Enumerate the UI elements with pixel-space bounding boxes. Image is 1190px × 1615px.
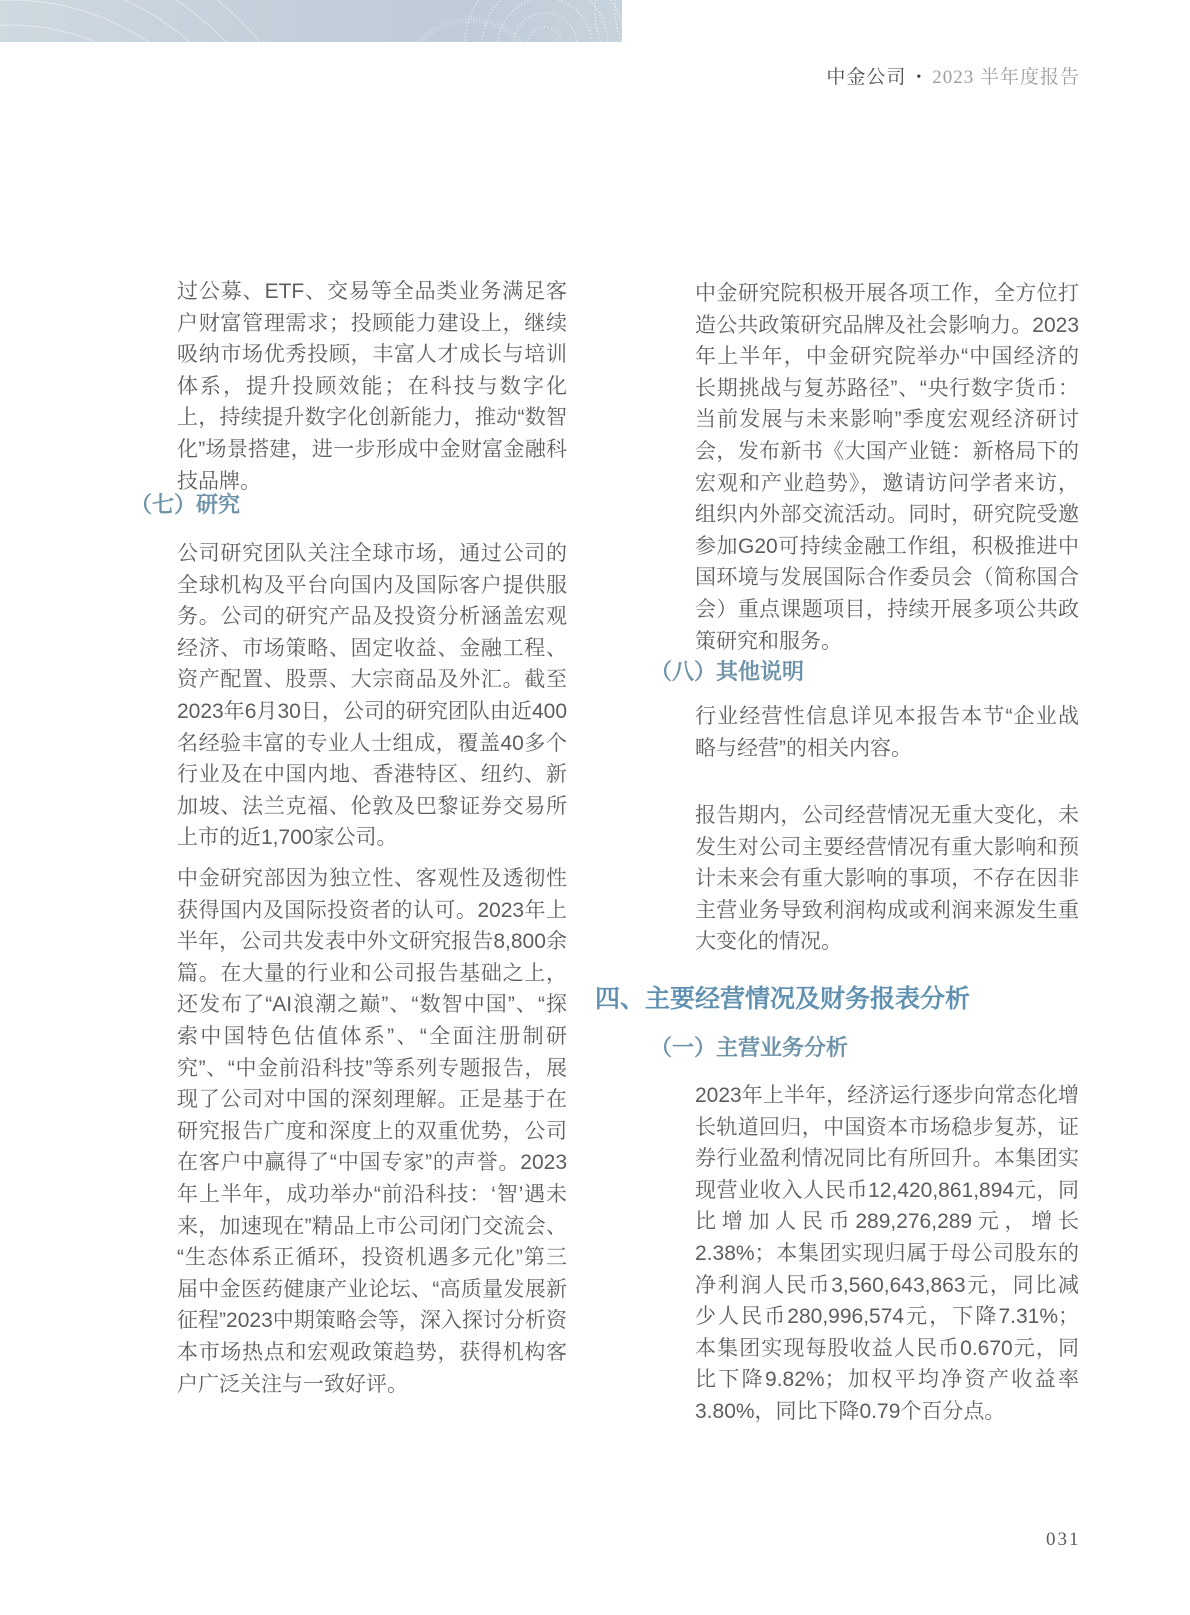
header-banner <box>0 0 622 42</box>
running-header <box>826 62 1080 89</box>
section-heading-8-other-notes: （八）其他说明 <box>650 659 805 684</box>
paragraph-industry-info: 行业经营性信息详见本报告本节“企业战略与经营”的相关内容。 <box>695 705 1079 760</box>
banner-arcs-graphic <box>0 0 622 42</box>
paragraph-research-institute: 中金研究院积极开展各项工作，全方位打造公共政策研究品牌及社会影响力。2023年上半年，中金研究院举办“中国经济的长期挑战与复苏路径”、“央行数字货币：当前发展与未来影响”季度宏观经济研讨会，发布新书《大国产业链：新格局下的宏观和产业趋势》，邀请访问学者来访，组织内外部交流活动。同时，研究院受邀参加G20可持续金融工作组，积极推进中国环境与发展国际合作委员会（简称国合会）重点课题项目，持续开展多项公共政策研究和服务。 <box>695 282 1079 653</box>
header-company-name: 中金公司 <box>826 67 907 88</box>
paragraph-research-team: 公司研究团队关注全球市场，通过公司的全球机构及平台向国内及国际客户提供服务。公司的研究产品及投资分析涵盖宏观经济、市场策略、固定收益、金融工程、资产配置、股票、大宗商品及外汇。截至2023年6月30日，公司的研究团队由近400名经验丰富的专业人士组成，覆盖40多个行业及在中国内地、香港特区、纽约、新加坡、法兰克福、伦敦及巴黎证券交易所上市的近1,700家公司。 <box>177 542 567 850</box>
paragraph-no-major-change: 报告期内，公司经营情况无重大变化，未发生对公司主要经营情况有重大影响和预计未来会有重大影响的事项，不存在因非主营业务导致利润构成或利润来源发生重大变化的情况。 <box>695 804 1079 954</box>
header-bullet-separator: • <box>916 70 923 85</box>
header-report-title: 2023 半年度报告 <box>932 67 1080 88</box>
section-heading-4-1-main-business: （一）主营业务分析 <box>650 1035 849 1060</box>
section-heading-4-financial-analysis: 四、主要经营情况及财务报表分析 <box>595 985 971 1013</box>
paragraph-research-department: 中金研究部因为独立性、客观性及透彻性获得国内及国际投资者的认可。2023年上半年，公司共发表中外文研究报告8,800余篇。在大量的行业和公司报告基础之上，还发布了“AI浪潮之巅”、“数智中国”、“探索中国特色估值体系”、“全面注册制研究”、“中金前沿科技”等系列专题报告，展现了公司对中国的深刻理解。正是基于在研究报告广度和深度上的双重优势，公司在客户中赢得了“中国专家”的声誉。2023年上半年，成功举办“前沿科技：‘智’遇未来，加速现在”精品上市公司闭门交流会、“生态体系正循环，投资机遇多元化”第三届中金医药健康产业论坛、“高质量发展新征程”2023中期策略会等，深入探讨分析资本市场热点和宏观政策趋势，获得机构客户广泛关注与一致好评。 <box>177 867 567 1396</box>
section-heading-7-research: （七）研究 <box>130 492 241 517</box>
paragraph-wealth-management: 过公募、ETF、交易等全品类业务满足客户财富管理需求；投顾能力建设上，继续吸纳市场优秀投顾，丰富人才成长与培训体系，提升投顾效能；在科技与数字化上，持续提升数字化创新能力，推动“数智化”场景搭建，进一步形成中金财富金融科技品牌。 <box>177 280 567 493</box>
paragraph-main-business-analysis: 2023年上半年，经济运行逐步向常态化增长轨道回归，中国资本市场稳步复苏，证券行业盈利情况同比有所回升。本集团实现营业收入人民币12,420,861,894元，同比增加人民币289,276,289元，增长2.38%；本集团实现归属于母公司股东的净利润人民币3,560,643,863元，同比减少人民币280,996,574元，下降7.31%；本集团实现每股收益人民币0.670元，同比下降9.82%；加权平均净资产收益率3.80%，同比下降0.79个百分点。 <box>695 1084 1079 1423</box>
page-number: 031 <box>1046 1529 1081 1550</box>
